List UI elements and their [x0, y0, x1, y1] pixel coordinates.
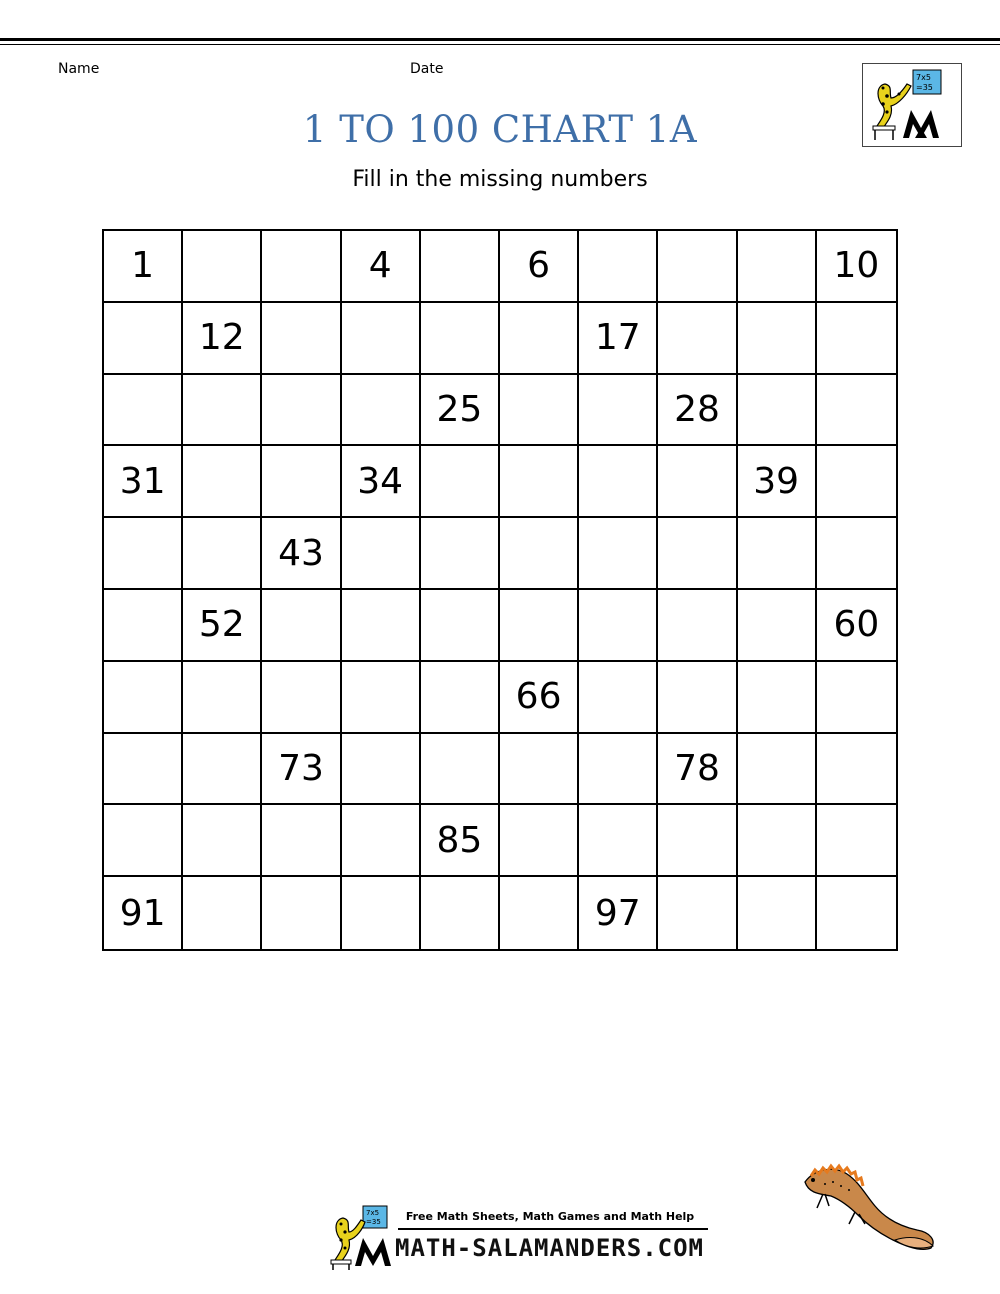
- grid-cell-number: 78: [658, 734, 737, 806]
- footer-brand-wordmark: MATH-SALAMANDERS.COM: [395, 1234, 704, 1262]
- grid-cell-blank[interactable]: [658, 590, 737, 662]
- grid-cell-blank[interactable]: [104, 590, 183, 662]
- grid-cell-number: 1: [104, 231, 183, 303]
- grid-cell-number: 4: [342, 231, 421, 303]
- logo-badge-line1: 7x5: [916, 73, 931, 82]
- grid-cell-blank[interactable]: [817, 734, 896, 806]
- footer-divider: [398, 1228, 708, 1230]
- grid-cell-number: 91: [104, 877, 183, 949]
- grid-cell-blank[interactable]: [183, 805, 262, 877]
- grid-cell-blank[interactable]: [738, 877, 817, 949]
- grid-cell-blank[interactable]: [104, 805, 183, 877]
- grid-cell-blank[interactable]: [183, 231, 262, 303]
- grid-cell-number: 52: [183, 590, 262, 662]
- grid-cell-blank[interactable]: [342, 375, 421, 447]
- grid-cell-blank[interactable]: [262, 303, 341, 375]
- grid-cell-blank[interactable]: [738, 734, 817, 806]
- grid-cell-blank[interactable]: [738, 662, 817, 734]
- grid-cell-blank[interactable]: [817, 662, 896, 734]
- grid-cell-blank[interactable]: [104, 303, 183, 375]
- grid-cell-blank[interactable]: [579, 734, 658, 806]
- grid-cell-blank[interactable]: [421, 877, 500, 949]
- grid-cell-blank[interactable]: [421, 662, 500, 734]
- footer-badge-line1: 7x5: [366, 1209, 380, 1217]
- grid-cell-blank[interactable]: [183, 375, 262, 447]
- grid-cell-blank[interactable]: [342, 303, 421, 375]
- grid-cell-blank[interactable]: [183, 662, 262, 734]
- date-label: Date: [410, 61, 444, 77]
- grid-cell-blank[interactable]: [738, 375, 817, 447]
- newt-illustration-icon: [795, 1160, 940, 1255]
- grid-cell-blank[interactable]: [421, 734, 500, 806]
- grid-cell-number: 73: [262, 734, 341, 806]
- grid-cell-blank[interactable]: [342, 877, 421, 949]
- grid-cell-blank[interactable]: [500, 446, 579, 518]
- grid-cell-blank[interactable]: [262, 590, 341, 662]
- grid-cell-blank[interactable]: [579, 446, 658, 518]
- grid-cell-blank[interactable]: [817, 446, 896, 518]
- grid-cell-blank[interactable]: [817, 518, 896, 590]
- grid-cell-blank[interactable]: [738, 303, 817, 375]
- grid-cell-blank[interactable]: [817, 375, 896, 447]
- grid-cell-blank[interactable]: [183, 446, 262, 518]
- grid-cell-blank[interactable]: [738, 518, 817, 590]
- grid-cell-blank[interactable]: [658, 303, 737, 375]
- grid-cell-number: 12: [183, 303, 262, 375]
- grid-cell-blank[interactable]: [183, 518, 262, 590]
- grid-cell-blank[interactable]: [579, 662, 658, 734]
- grid-cell-blank[interactable]: [104, 518, 183, 590]
- grid-cell-number: 43: [262, 518, 341, 590]
- grid-cell-blank[interactable]: [421, 231, 500, 303]
- grid-cell-blank[interactable]: [500, 303, 579, 375]
- grid-cell-number: 60: [817, 590, 896, 662]
- grid-cell-blank[interactable]: [500, 590, 579, 662]
- grid-cell-blank[interactable]: [579, 375, 658, 447]
- grid-cell-blank[interactable]: [658, 662, 737, 734]
- grid-cell-blank[interactable]: [500, 877, 579, 949]
- name-label: Name: [58, 61, 100, 77]
- grid-cell-blank[interactable]: [500, 375, 579, 447]
- hundred-chart-grid: [102, 229, 898, 951]
- grid-cell-blank[interactable]: [738, 231, 817, 303]
- grid-cell-blank[interactable]: [262, 231, 341, 303]
- grid-cell-blank[interactable]: [658, 877, 737, 949]
- grid-cell-blank[interactable]: [579, 805, 658, 877]
- grid-cell-blank[interactable]: [738, 805, 817, 877]
- grid-cell-number: 85: [421, 805, 500, 877]
- grid-cell-blank[interactable]: [500, 518, 579, 590]
- grid-cell-blank[interactable]: [817, 877, 896, 949]
- footer-tagline: Free Math Sheets, Math Games and Math Help: [405, 1210, 695, 1223]
- grid-cell-blank[interactable]: [262, 662, 341, 734]
- grid-cell-blank[interactable]: [421, 590, 500, 662]
- grid-cell-blank[interactable]: [342, 805, 421, 877]
- grid-cell-blank[interactable]: [262, 446, 341, 518]
- grid-cell-blank[interactable]: [579, 590, 658, 662]
- grid-cell-number: 34: [342, 446, 421, 518]
- grid-cell-blank[interactable]: [262, 877, 341, 949]
- grid-cell-number: 28: [658, 375, 737, 447]
- worksheet-instructions: Fill in the missing numbers: [352, 167, 648, 192]
- grid-cell-blank[interactable]: [817, 805, 896, 877]
- grid-cell-blank[interactable]: [342, 734, 421, 806]
- grid-cell-blank[interactable]: [183, 877, 262, 949]
- grid-cell-blank[interactable]: [738, 590, 817, 662]
- grid-cell-blank[interactable]: [579, 231, 658, 303]
- grid-cell-number: 39: [738, 446, 817, 518]
- footer-salamander-icon: [325, 1200, 405, 1270]
- grid-cell-blank[interactable]: [421, 303, 500, 375]
- grid-cell-blank[interactable]: [262, 805, 341, 877]
- grid-cell-number: 66: [500, 662, 579, 734]
- grid-cell-blank[interactable]: [817, 303, 896, 375]
- grid-cell-number: 31: [104, 446, 183, 518]
- grid-cell-blank[interactable]: [658, 446, 737, 518]
- grid-cell-blank[interactable]: [104, 734, 183, 806]
- grid-cell-number: 97: [579, 877, 658, 949]
- grid-cell-blank[interactable]: [658, 231, 737, 303]
- grid-cell-blank[interactable]: [342, 662, 421, 734]
- grid-cell-number: 17: [579, 303, 658, 375]
- grid-cell-blank[interactable]: [421, 446, 500, 518]
- grid-cell-number: 6: [500, 231, 579, 303]
- footer-badge-line2: =35: [366, 1218, 381, 1226]
- top-rule: [0, 38, 1000, 41]
- logo-badge-line2: =35: [916, 83, 933, 92]
- grid-cell-number: 10: [817, 231, 896, 303]
- grid-cell-blank[interactable]: [658, 805, 737, 877]
- grid-cell-blank[interactable]: [104, 662, 183, 734]
- grid-cell-blank[interactable]: [579, 518, 658, 590]
- grid-cell-blank[interactable]: [342, 518, 421, 590]
- grid-cell-blank[interactable]: [342, 590, 421, 662]
- top-rule-thin: [0, 44, 1000, 45]
- grid-cell-blank[interactable]: [104, 375, 183, 447]
- grid-cell-blank[interactable]: [658, 518, 737, 590]
- grid-cell-number: 25: [421, 375, 500, 447]
- grid-cell-blank[interactable]: [183, 734, 262, 806]
- worksheet-title: 1 TO 100 CHART 1A: [302, 108, 698, 151]
- grid-cell-blank[interactable]: [500, 805, 579, 877]
- grid-cell-blank[interactable]: [421, 518, 500, 590]
- grid-cell-blank[interactable]: [262, 375, 341, 447]
- grid-cell-blank[interactable]: [500, 734, 579, 806]
